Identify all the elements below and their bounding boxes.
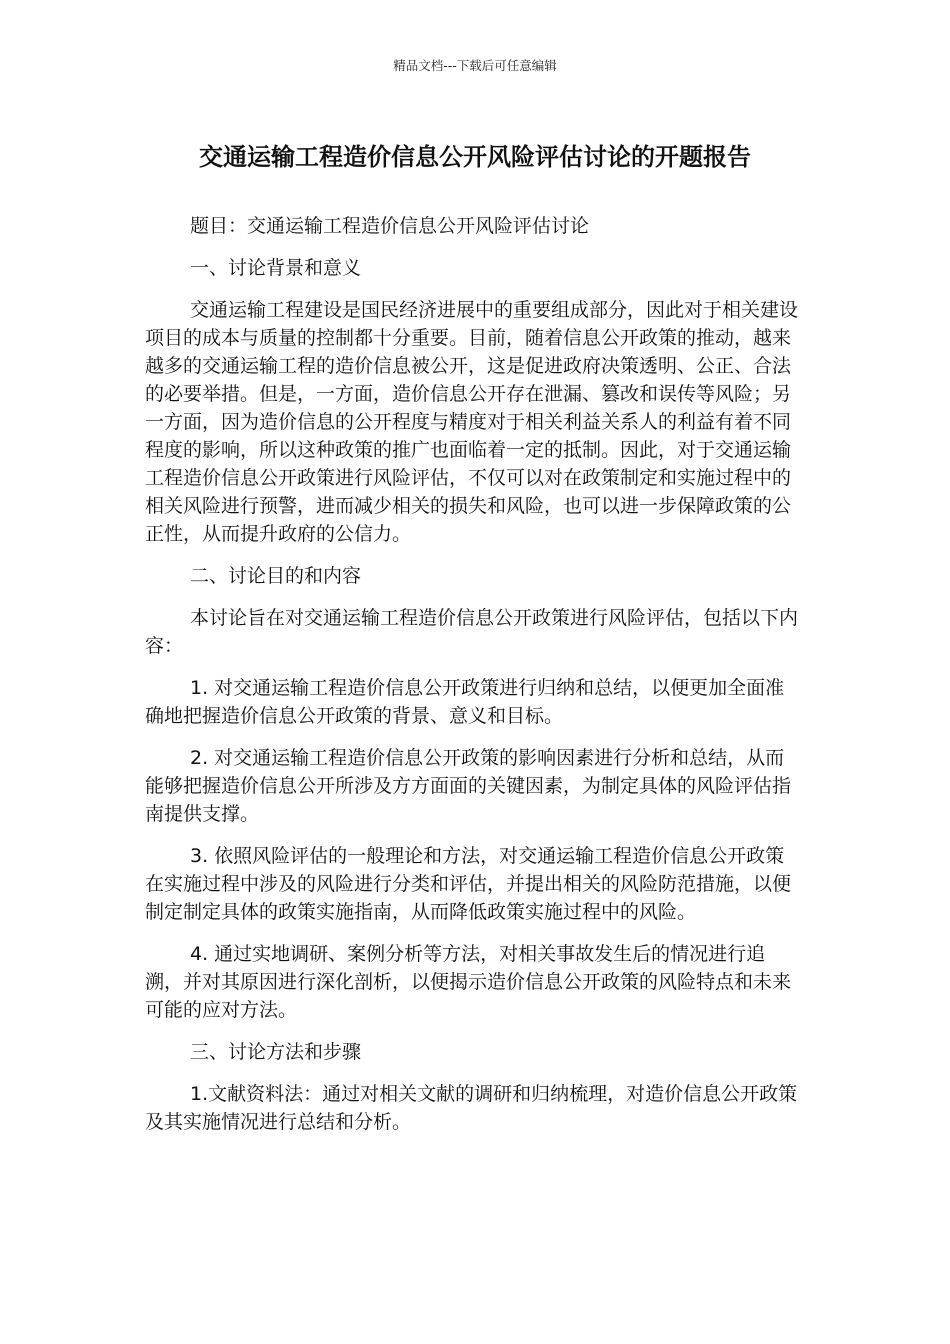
document-body bbox=[145, 212, 800, 1150]
section-heading: 三、讨论方法和步骤 bbox=[190, 1041, 362, 1063]
list-item: 1. 对交通运输工程造价信息公开政策进行归纳和总结，以便更加全面准确地把握造价信息公开政策的背景、意义和目标。 bbox=[145, 677, 785, 727]
list-item: 2. 对交通运输工程造价信息公开政策的影响因素进行分析和总结，从而能够把握造价信息公开所涉及方方面面的关键因素，为制定具体的风险评估指南提供支撑。 bbox=[145, 747, 792, 825]
document-title: 交通运输工程造价信息公开风险评估讨论的开题报告 bbox=[199, 143, 751, 171]
list-item: 4. 通过实地调研、案例分析等方法，对相关事故发生后的情况进行追溯，并对其原因进行深化剖析，以便揭示造价信息公开政策的风险特点和未来可能的应对方法。 bbox=[145, 943, 792, 1021]
section-heading: 一、讨论背景和意义 bbox=[190, 257, 362, 279]
list-item: 1.文献资料法：通过对相关文献的调研和归纳梳理，对造价信息公开政策及其实施情况进行总结和分析。 bbox=[145, 1083, 798, 1133]
section-heading: 二、讨论目的和内容 bbox=[190, 565, 362, 587]
body-paragraph: 本讨论旨在对交通运输工程造价信息公开政策进行风险评估，包括以下内容： bbox=[145, 607, 799, 657]
topic-line: 题目：交通运输工程造价信息公开风险评估讨论 bbox=[190, 215, 590, 237]
page-header: 精品文档---下载后可任意编辑 bbox=[393, 58, 557, 73]
body-paragraph: 交通运输工程建设是国民经济进展中的重要组成部分，因此对于相关建设项目的成本与质量的控制都十分重要。目前，随着信息公开政策的推动，越来越多的交通运输工程的造价信息被公开，这是促进政府决策透明、公正、合法的必要举措。但是，一方面，造价信息公开存在泄漏、篡改和误传等风险；另一方面，因为造价信息的公开程度与精度对于相关利益关系人的利益有着不同程度的影响，所以这种政策的推广也面临着一定的抵制。因此，对于交通运输工程造价信息公开政策进行风险评估，不仅可以对在政策制定和实施过程中的相关风险进行预警，进而减少相关的损失和风险，也可以进一步保障政策的公正性，从而提升政府的公信力。 bbox=[145, 299, 799, 545]
list-item: 3. 依照风险评估的一般理论和方法，对交通运输工程造价信息公开政策在实施过程中涉及的风险进行分类和评估，并提出相关的风险防范措施，以便制定制定具体的政策实施指南，从而降低政策实施过程中的风险。 bbox=[145, 845, 792, 923]
